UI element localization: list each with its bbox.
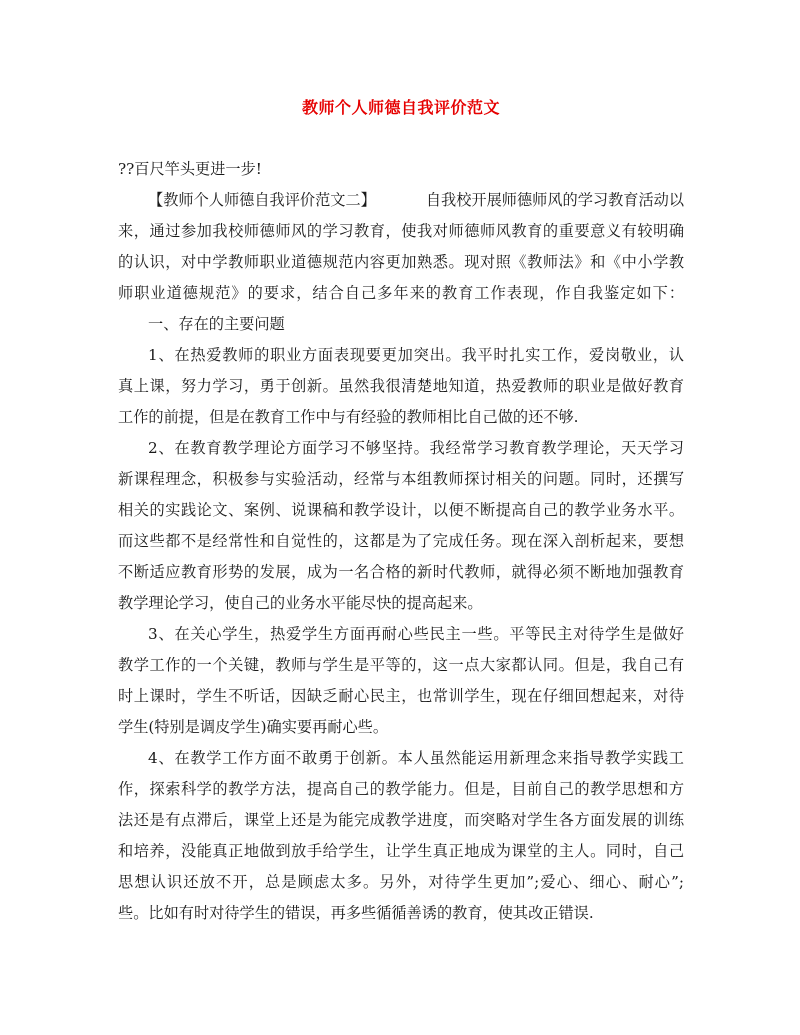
para3-line: 学生(特别是调皮学生)确实要再耐心些。 — [118, 718, 389, 736]
intro-line: 的认识，对中学教师职业道德规范内容更加熟悉。现对照《教师法》和《中小学教 — [118, 253, 684, 271]
para2-line: 新课程理念，积极参与实验活动，经常与本组教师探讨相关的问题。同时，还撰写 — [118, 470, 684, 488]
para4-line: 4、在教学工作方面不敢勇于创新。本人虽然能运用新理念来指导教学实践工 — [148, 749, 684, 767]
document-page — [118, 96, 684, 929]
para4-line: 作，探索科学的教学方法，提高自己的教学能力。但是，目前自己的教学思想和方 — [118, 780, 684, 798]
para3-line: 3、在关心学生，热爱学生方面再耐心些民主一些。平等民主对待学生是做好 — [148, 625, 684, 643]
para1-line: 真上课，努力学习，勇于创新。虽然我很清楚地知道，热爱教师的职业是做好教育 — [118, 377, 684, 395]
para4-line: 些。比如有时对待学生的错误，再多些循循善诱的教育，使其改正错误. — [118, 904, 594, 922]
para2-line: 而这些都不是经常性和自觉性的，这都是为了完成任务。现在深入剖析起来，要想 — [118, 532, 684, 550]
section-heading: 一、存在的主要问题 — [148, 315, 285, 333]
para2-line: 不断适应教育形势的发展，成为一名合格的新时代教师，就得必须不断地加强教育 — [118, 563, 684, 581]
intro-line: 师职业道德规范》的要求，结合自己多年来的教育工作表现，作自我鉴定如下： — [118, 284, 684, 302]
para4-line: 和培养，没能真正地做到放手给学生，让学生真正地成为课堂的主人。同时，自己 — [118, 842, 684, 860]
para1-line: 1、在热爱教师的职业方面表现要更加突出。我平时扎实工作，爱岗敬业，认 — [148, 346, 684, 364]
intro-first-line — [118, 185, 684, 216]
para2-line: 2、在教育教学理论方面学习不够坚持。我经常学习教育教学理论，天天学习 — [148, 439, 684, 457]
para1-line: 工作的前提，但是在教育工作中与有经验的教师相比自己做的还不够. — [118, 408, 579, 426]
opening-line: ??百尺竿头更进一步! — [118, 160, 262, 178]
intro-heading: 【教师个人师德自我评价范文二】 — [148, 191, 376, 209]
intro-line-1: 自我校开展师德师风的学习教育活动以 — [425, 191, 684, 209]
document-title: 教师个人师德自我评价范文 — [301, 98, 500, 117]
para2-line: 相关的实践论文、案例、说课稿和教学设计，以便不断提高自己的教学业务水平。 — [118, 501, 684, 519]
intro-line: 来，通过参加我校师德师风的学习教育，使我对师德师风教育的重要意义有较明确 — [118, 222, 684, 240]
para4-line: 法还是有点滞后，课堂上还是为能完成教学进度，而突略对学生各方面发展的训练 — [118, 811, 684, 829]
para3-line: 教学工作的一个关键，教师与学生是平等的，这一点大家都认同。但是，我自己有 — [118, 656, 684, 674]
para4-line: 思想认识还放不开，总是顾虑太多。另外，对待学生更加”;爱心、细心、耐心”; — [118, 873, 684, 891]
para3-line: 时上课时，学生不听话，因缺乏耐心民主，也常训学生，现在仔细回想起来，对待 — [118, 687, 684, 705]
para2-line: 教学理论学习，使自己的业务水平能尽快的提高起来。 — [118, 594, 483, 612]
